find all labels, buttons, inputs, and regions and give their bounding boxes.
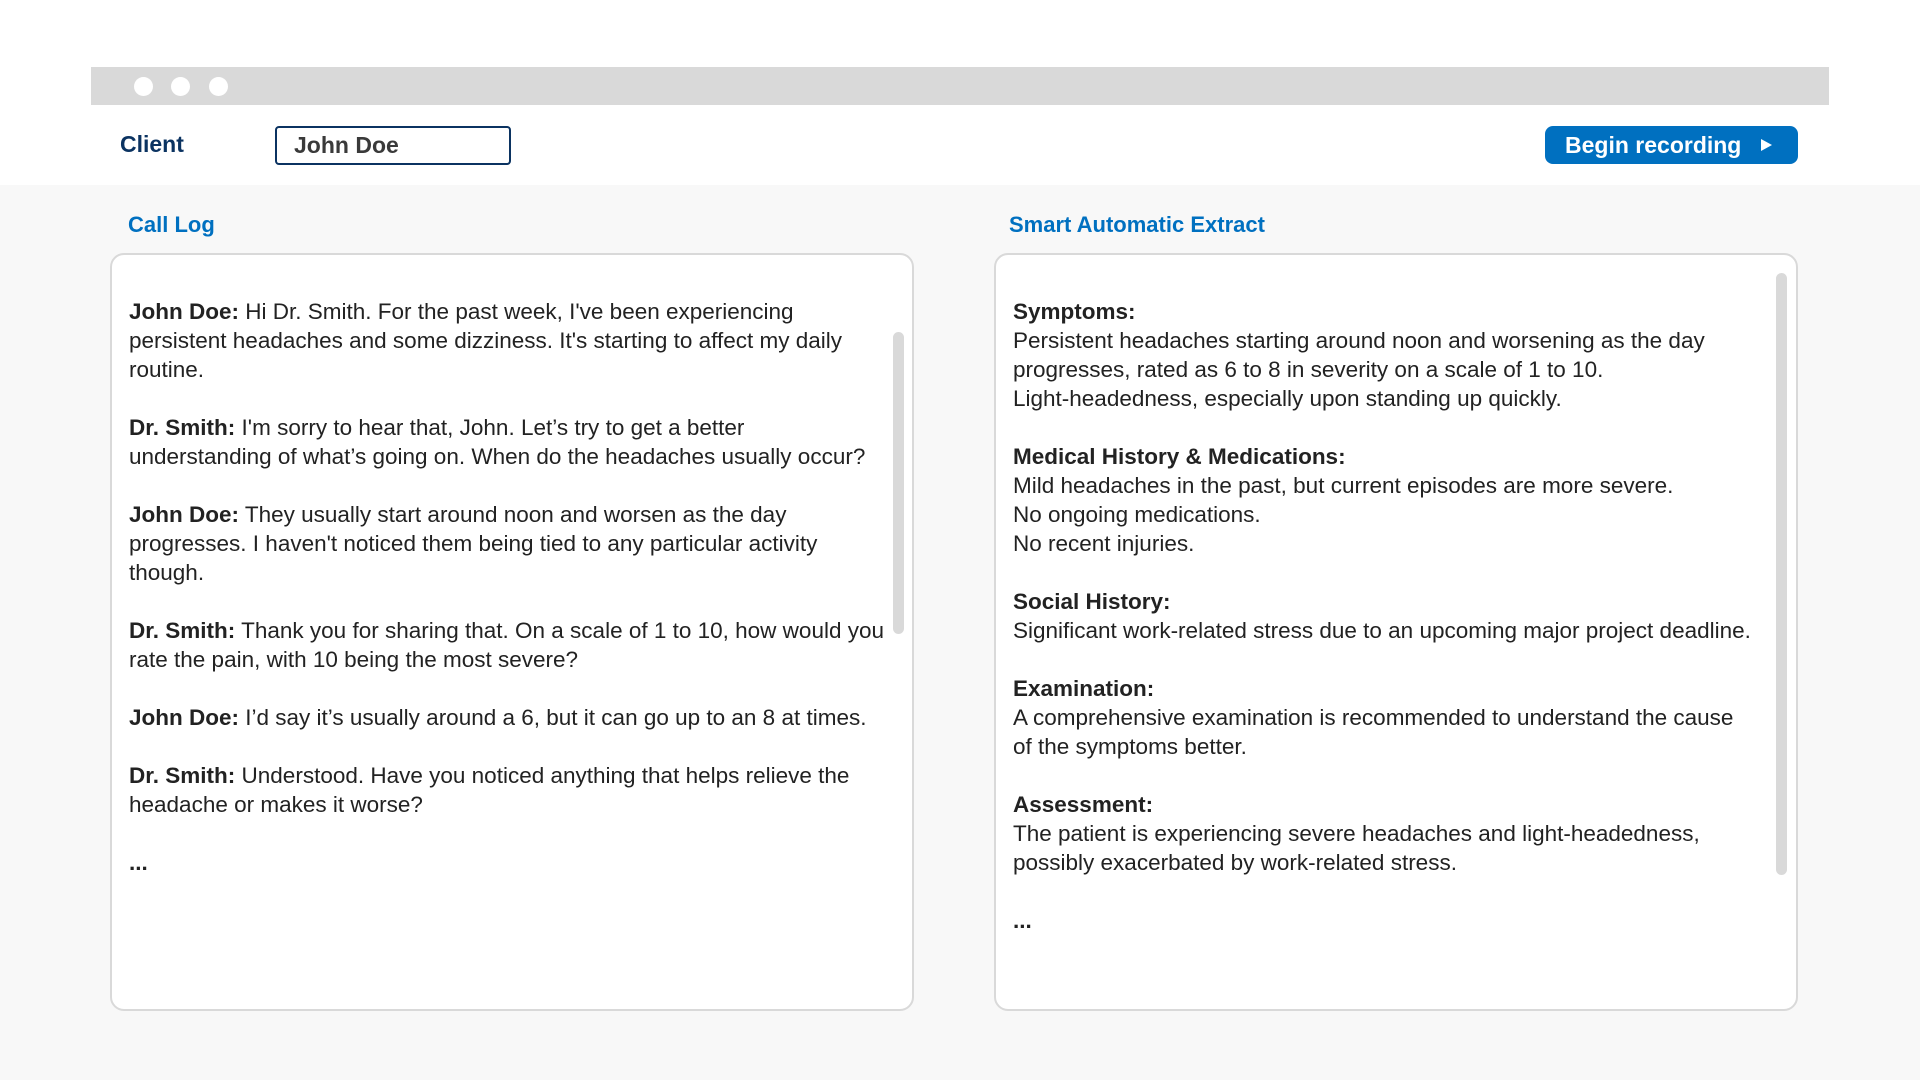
- call-log-message: [129, 761, 889, 819]
- call-log-more: ...: [129, 850, 148, 875]
- message-text: I'm sorry to hear that, John. Let’s try to get a better understanding of what’s going on. When do the headaches usually occur?: [129, 415, 866, 469]
- client-field[interactable]: [275, 126, 511, 165]
- extract-section-heading: Medical History & Medications:: [1013, 444, 1346, 469]
- extract-section-heading: Social History:: [1013, 589, 1171, 614]
- message-speaker: John Doe:: [129, 299, 239, 324]
- extract-section-heading: Assessment:: [1013, 792, 1154, 817]
- extract-section-line: No recent injuries.: [1013, 531, 1195, 556]
- extract-section-line: Mild headaches in the past, but current episodes are more severe.: [1013, 473, 1674, 498]
- message-speaker: Dr. Smith:: [129, 763, 236, 788]
- begin-recording-label: Begin recording: [1565, 131, 1742, 158]
- extract-section: [1013, 587, 1753, 645]
- message-text: I’d say it’s usually around a 6, but it can go up to an 8 at times.: [245, 705, 867, 730]
- extract-section-line: Significant work-related stress due to an upcoming major project deadline.: [1013, 618, 1751, 643]
- extract-content: [1013, 297, 1753, 935]
- extract-panel: [994, 253, 1798, 1011]
- window-titlebar: [91, 67, 1829, 105]
- extract-scrollbar[interactable]: [1776, 273, 1787, 875]
- call-log-message: [129, 500, 889, 587]
- extract-section-line: No ongoing medications.: [1013, 502, 1261, 527]
- call-log-message: [129, 413, 889, 471]
- message-text: They usually start around noon and worsen as the day progresses. I haven't noticed them being tied to any particular activity though.: [129, 502, 818, 585]
- message-text: Understood. Have you noticed anything that helps relieve the headache or makes it worse?: [129, 763, 850, 817]
- message-speaker: John Doe:: [129, 502, 239, 527]
- message-speaker: Dr. Smith:: [129, 415, 236, 440]
- message-text: Thank you for sharing that. On a scale of 1 to 10, how would you rate the pain, with 10 being the most severe?: [129, 618, 885, 672]
- extract-section-line: Light-headedness, especially upon standing up quickly.: [1013, 386, 1562, 411]
- client-input[interactable]: [277, 128, 504, 163]
- extract-section: [1013, 790, 1753, 877]
- extract-section-heading: Symptoms:: [1013, 299, 1136, 324]
- call-log-scrollbar[interactable]: [893, 332, 904, 634]
- extract-section-line: A comprehensive examination is recommended to understand the cause of the symptoms better.: [1013, 705, 1734, 759]
- extract-section: [1013, 297, 1753, 413]
- begin-recording-button[interactable]: [1545, 126, 1798, 164]
- window-control-dot-icon[interactable]: [134, 77, 153, 96]
- message-speaker: Dr. Smith:: [129, 618, 236, 643]
- extract-more: ...: [1013, 908, 1032, 933]
- extract-section-line: The patient is experiencing severe headaches and light-headedness, possibly exacerbated by work-related stress.: [1013, 821, 1700, 875]
- extract-section-line: Persistent headaches starting around noon and worsening as the day progresses, rated as 6 to 8 in severity on a scale of 1 to 10.: [1013, 328, 1705, 382]
- call-log-message: [129, 297, 889, 384]
- call-log-title: Call Log: [128, 212, 215, 237]
- message-text: Hi Dr. Smith. For the past week, I've been experiencing persistent headaches and some dizziness. It's starting to affect my daily routine.: [129, 299, 842, 382]
- call-log-content: [129, 297, 889, 877]
- call-log-message: [129, 703, 889, 732]
- extract-section-heading: Examination:: [1013, 676, 1155, 701]
- play-icon: [1761, 139, 1772, 151]
- extract-section: [1013, 674, 1753, 761]
- extract-title: Smart Automatic Extract: [1009, 212, 1265, 237]
- client-label: Client: [120, 131, 184, 157]
- extract-section: [1013, 442, 1753, 558]
- call-log-message: [129, 616, 889, 674]
- window-control-dot-icon[interactable]: [171, 77, 190, 96]
- call-log-panel: [110, 253, 914, 1011]
- message-speaker: John Doe:: [129, 705, 239, 730]
- header-area: [0, 0, 1920, 185]
- window-control-dot-icon[interactable]: [209, 77, 228, 96]
